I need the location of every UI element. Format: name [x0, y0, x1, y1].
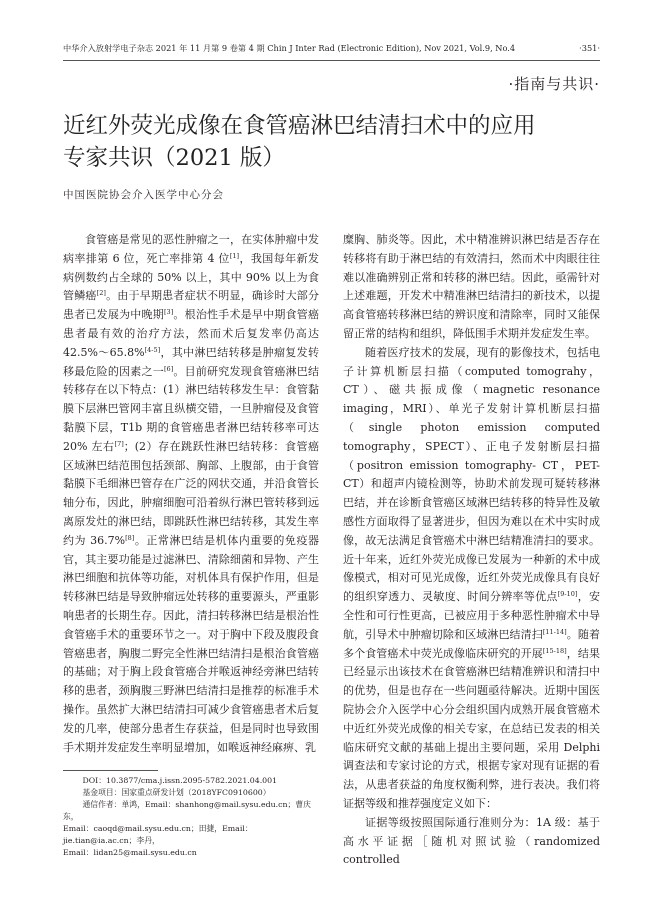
header-rule: [63, 60, 600, 61]
footnote-rule: [63, 770, 158, 771]
corresponding-authors-cont: Email：caoqd@mail.sysu.edu.cn；田捷，Email：jie.tian@ia.ac.cn；李丹，: [63, 824, 253, 845]
running-header: [63, 43, 600, 57]
article-title: [63, 110, 603, 174]
citation[interactable]: [15-18]: [542, 646, 567, 655]
citation[interactable]: [9-10]: [557, 590, 578, 599]
journal-citation: 中华介入放射学电子杂志 2021 年 11 月第 9 卷第 4 期 Chin J Inter Rad (Electronic Edition), Nov 2021, Vol.9, No.4: [63, 43, 516, 53]
body-column-right: [343, 231, 600, 870]
corresponding-authors-cont: Email：lidan25@mail.sysu.edu.cn: [63, 848, 197, 857]
title-line-2: 专家共识（2021 版）: [63, 145, 285, 171]
citation[interactable]: [2]: [96, 289, 106, 298]
title-line-1: 近红外荧光成像在食管癌淋巴结清扫术中的应用: [63, 113, 536, 139]
section-label: ·指南与共识·: [508, 75, 600, 93]
paragraph: 糜胸、肺炎等。因此，术中精准辨识淋巴结是否存在转移将有助于淋巴结的有效清扫，然而术中肉眼往往难以准确辨别正常和转移的淋巴结。因此，亟需针对上述难题，开发术中精准淋巴结清扫的新技术，以提高食管癌转移淋巴结的辨识度和清除率，同时又能保留正常的结构和组织，降低围手术期并发症发生率。: [343, 233, 600, 340]
citation[interactable]: [7]: [114, 439, 124, 448]
footnote: [63, 775, 319, 859]
body-column-left: [63, 231, 319, 757]
page-number: ·351·: [579, 43, 600, 53]
citation[interactable]: [6]: [163, 364, 174, 373]
citation[interactable]: [8]: [125, 533, 135, 542]
citation[interactable]: [1]: [229, 251, 240, 260]
citation[interactable]: [3]: [163, 308, 174, 317]
citation[interactable]: [4-5]: [144, 345, 161, 354]
author-affiliation: 中国医院协会介入医学中心分会: [63, 189, 224, 201]
paragraph: 证据等级按照国际通行准则分为：1A 级：基于高水平证据［随机对照试验（randomized controlled: [343, 815, 600, 867]
paragraph: 食管癌是常见的恶性肿瘤之一，在实体肿瘤中发病率排第 6 位，死亡率排第 4 位[1]，我国每年新发病例数约占全球的 50% 以上，其中 90% 以上为食管鳞癌[2]。由于早期患者症状不明显，确诊时大部分患者已发展为中晚期[3]。根治性手术是早中期食管癌患者最有效的治疗方法，然而术后复发率仍高达 42.5%～65.8%[4-5]，其中淋巴结转移是肿瘤复发转移最危险的因素之一[6]。目前研究发现食管癌淋巴结转移存在以下特点：(1）淋巴结转移发生早：食管黏膜下层淋巴管网丰富且纵横交错，一旦肿瘤侵及食管黏膜下层，T1b 期的食管癌患者淋巴结转移率可达 20% 左右[7]；(2）存在跳跃性淋巴结转移：食管癌区域淋巴结范围包括颈部、胸部、上腹部，由于食管黏膜下毛细淋巴管存在广泛的网状交通，并沿食管长轴分布，因此，肿瘤细胞可沿着纵行淋巴管转移到远离原发灶的淋巴结，即跳跃性淋巴结转移，其发生率约为 36.7%[8]。正常淋巴结是机体内重要的免疫器官，其主要功能是过滤淋巴、清除细菌和异物、产生淋巴细胞和抗体等功能，对机体具有保护作用，但是转移淋巴结是导致肿瘤远处转移的重要源头，严重影响患者的长期生存。因此，清扫转移淋巴结是根治性食管癌手术的重要环节之一。对于胸中下段及腹段食管癌患者，胸腹二野完全性淋巴结清扫是根治食管癌的基础；对于胸上段食管癌合并喉返神经旁淋巴结转移的患者，颈胸腹三野淋巴结清扫是推荐的标准手术操作。虽然扩大淋巴结清扫可减少食管癌患者术后复发的几率，使部分患者生存获益，但是同时也导致围手术期并发症发生率明显增加，如喉返神经麻痹、乳: [63, 233, 320, 754]
fund-info: 基金项目：国家重点研发计划（2018YFC0910600）: [82, 788, 271, 797]
paragraph: 随着医疗技术的发展，现有的影像技术，包括电子计算机断层扫描（computed tomograhy，CT）、磁共振成像（magnetic resonance imaging，MRI）、单光子发射计算机断层扫描（single photon emission computed tomography，SPECT）、正电子发射断层扫描（positron emission tomography- CT，PET-CT）和超声内镜检测等，协助术前发现可疑转移淋巴结，并在诊断食管癌区域淋巴结转移的特异性及敏感性方面取得了显著进步，但因为难以在术中实时成像，故无法满足食管癌术中淋巴结精准清扫的要求。近十年来，近红外荧光成像已发展为一种新的术中成像模式，相对可见光成像，近红外荧光成像具有良好的组织穿透力、灵敏度、时间分辨率等优点[9-10]，安全性和可行性更高，已被应用于多种恶性肿瘤术中导航，引导术中肿瘤切除和区域淋巴结清扫[11-14]。随着多个食管癌术中荧光成像临床研究的开展[15-18]，结果已经显示出该技术在食管癌淋巴结精准辨识和清扫中的优势，但是也存在一些问题亟待解决。近期中国医院协会介入医学中心分会组织国内成熟开展食管癌术中近红外荧光成像的相关专家，在总结已发表的相关临床研究文献的基础上提出主要问题，采用 Delphi 调查法和专家讨论的方式，根据专家对现有证据的看法，从患者获益的角度权衡利弊，进行表决。我们将证据等级和推荐强度定义如下：: [343, 345, 601, 810]
citation[interactable]: [11-14]: [542, 627, 567, 636]
doi[interactable]: DOI：10.3877/cma.j.issn.2095-5782.2021.04.001: [82, 776, 278, 785]
corresponding-authors: 通信作者：单鸿，Email：shanhong@mail.sysu.edu.cn；曹庆东，: [63, 800, 311, 821]
